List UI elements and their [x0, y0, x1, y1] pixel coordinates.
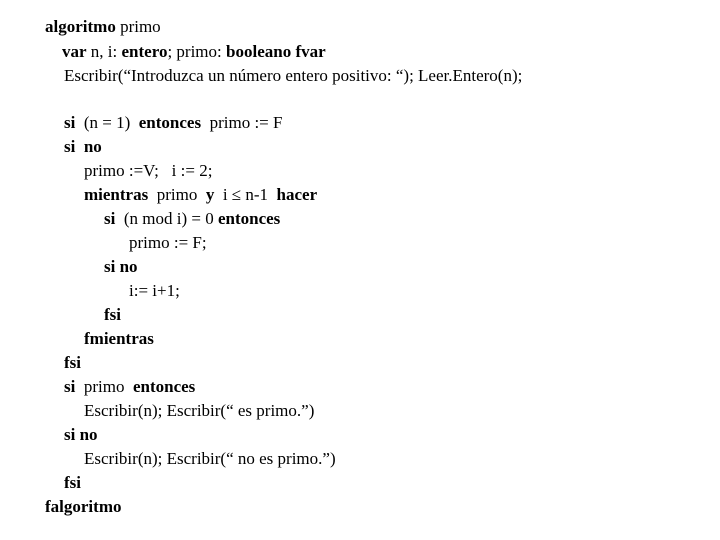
code-text: (n = 1)	[75, 113, 139, 132]
keyword: algoritmo	[45, 17, 116, 36]
keyword: si no	[104, 257, 138, 276]
code-text: Escribir(n); Escribir(“ es primo.”)	[84, 401, 315, 420]
code-line	[64, 473, 81, 493]
code-text: i ≤ n-1	[214, 185, 277, 204]
keyword: entonces	[132, 377, 196, 396]
code-line	[45, 17, 161, 37]
code-line	[64, 113, 282, 133]
keyword: hacer	[276, 185, 318, 204]
keyword: mientras	[84, 185, 149, 204]
code-line	[84, 329, 154, 349]
code-line	[84, 161, 212, 181]
code-text: ; primo:	[167, 42, 227, 61]
code-line	[104, 257, 138, 277]
code-line	[84, 401, 314, 421]
code-text: primo	[115, 17, 161, 36]
code-line	[64, 137, 102, 157]
code-text: n, i:	[86, 42, 122, 61]
code-text: primo := F	[201, 113, 283, 132]
keyword: y	[205, 185, 215, 204]
keyword: si no	[64, 137, 102, 156]
keyword: entonces	[217, 209, 281, 228]
keyword: si no	[64, 425, 98, 444]
code-text: Escribir(“Introduzca un número entero positivo: “); Leer.Entero(n);	[64, 66, 523, 85]
code-text: primo	[75, 377, 133, 396]
keyword: var	[62, 42, 87, 61]
keyword: fsi	[64, 353, 81, 372]
keyword: si	[64, 377, 76, 396]
code-line	[62, 42, 326, 62]
code-text: Escribir(n); Escribir(“ no es primo.”)	[84, 449, 336, 468]
keyword: entero	[121, 42, 168, 61]
code-line	[64, 377, 195, 397]
keyword: booleano fvar	[226, 42, 326, 61]
keyword: si	[64, 113, 76, 132]
code-line	[64, 66, 522, 86]
keyword: si	[104, 209, 116, 228]
keyword: fsi	[104, 305, 121, 324]
code-line	[104, 305, 121, 325]
code-line	[64, 425, 98, 445]
code-text: (n mod i) = 0	[115, 209, 218, 228]
keyword: entonces	[138, 113, 202, 132]
code-text: primo :=V; i := 2;	[84, 161, 213, 180]
code-line	[129, 281, 180, 301]
code-text: primo := F;	[129, 233, 207, 252]
keyword: falgoritmo	[45, 497, 122, 516]
code-text: i:= i+1;	[129, 281, 180, 300]
code-line	[129, 233, 207, 253]
code-line	[104, 209, 280, 229]
code-line	[84, 185, 317, 205]
keyword: fsi	[64, 473, 81, 492]
code-line	[64, 353, 81, 373]
keyword: fmientras	[84, 329, 154, 348]
code-line	[45, 497, 121, 517]
code-line	[84, 449, 336, 469]
code-text: primo	[148, 185, 206, 204]
